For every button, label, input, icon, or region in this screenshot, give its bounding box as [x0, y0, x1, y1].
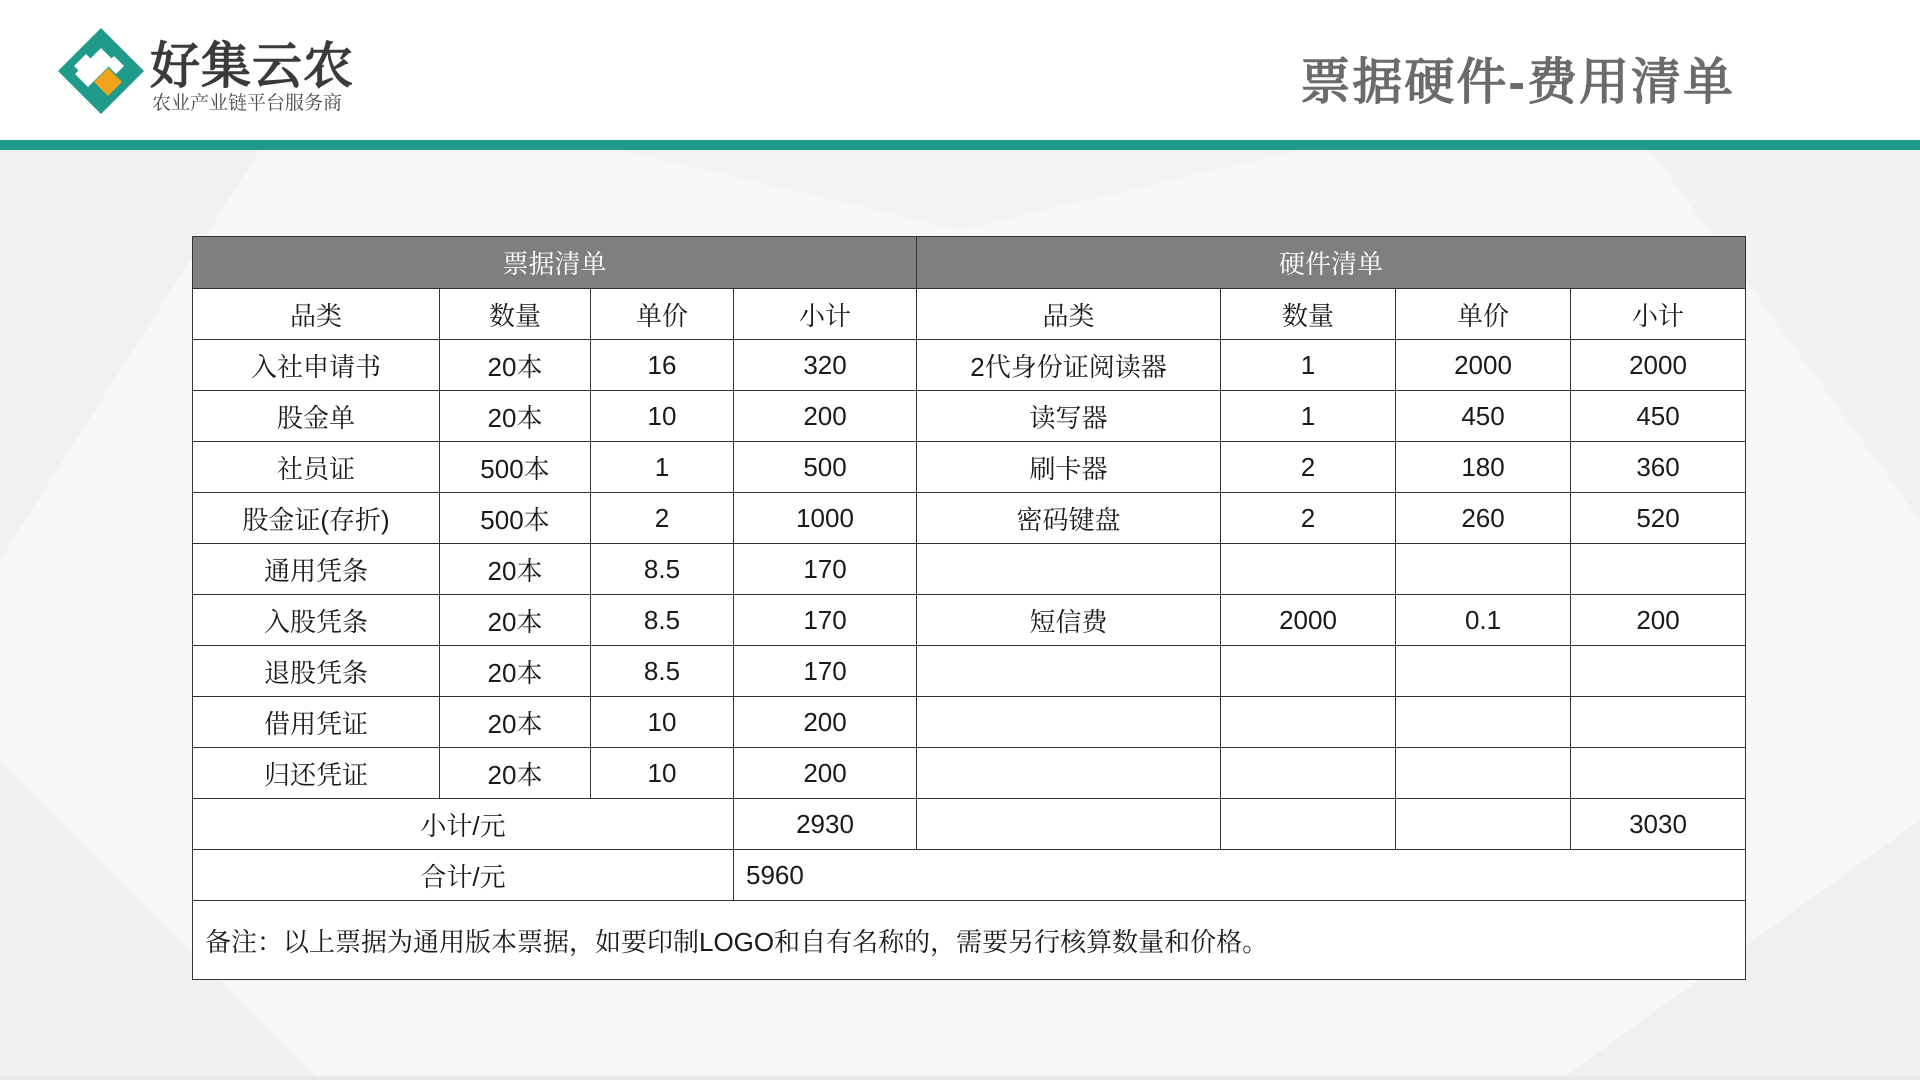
hardware-unit-price: 180 [1396, 442, 1571, 493]
ticket-category: 通用凭条 [193, 544, 440, 595]
table-row [193, 748, 1746, 799]
table-row [193, 595, 1746, 646]
hardware-quantity: 2 [1221, 442, 1396, 493]
ticket-subtotal: 170 [734, 595, 917, 646]
hardware-quantity [1221, 544, 1396, 595]
ticket-quantity: 20本 [440, 391, 591, 442]
subtotal-row [193, 799, 1746, 850]
hardware-quantity: 1 [1221, 340, 1396, 391]
hardware-unit-price [1396, 544, 1571, 595]
col-header-unit-price: 单价 [1396, 289, 1571, 340]
table-row [193, 391, 1746, 442]
hardware-category: 2代身份证阅读器 [917, 340, 1221, 391]
total-value: 5960 [734, 850, 1746, 901]
ticket-subtotal: 500 [734, 442, 917, 493]
ticket-subtotal: 170 [734, 646, 917, 697]
ticket-list-header: 票据清单 [193, 237, 917, 289]
hardware-quantity: 2 [1221, 493, 1396, 544]
hardware-unit-price [1396, 697, 1571, 748]
ticket-unit-price: 8.5 [591, 544, 734, 595]
ticket-unit-price: 8.5 [591, 646, 734, 697]
col-header-unit-price: 单价 [591, 289, 734, 340]
footer-line [0, 1076, 1920, 1080]
ticket-subtotal: 170 [734, 544, 917, 595]
ticket-quantity: 20本 [440, 544, 591, 595]
hardware-category: 短信费 [917, 595, 1221, 646]
total-row [193, 850, 1746, 901]
col-header-category: 品类 [917, 289, 1221, 340]
brand-tagline: 农业产业链平台服务商 [152, 93, 343, 114]
ticket-unit-price: 2 [591, 493, 734, 544]
hardware-subtotal: 520 [1571, 493, 1746, 544]
logo-icon [56, 26, 146, 116]
total-label: 合计/元 [193, 850, 734, 901]
hardware-subtotal [1571, 748, 1746, 799]
ticket-unit-price: 1 [591, 442, 734, 493]
hardware-category [917, 748, 1221, 799]
ticket-unit-price: 10 [591, 697, 734, 748]
ticket-category: 借用凭证 [193, 697, 440, 748]
page-title: 票据硬件-费用清单 [1300, 54, 1735, 110]
group-header-row [193, 237, 1746, 289]
col-header-quantity: 数量 [1221, 289, 1396, 340]
ticket-subtotal: 200 [734, 697, 917, 748]
ticket-category: 归还凭证 [193, 748, 440, 799]
hardware-category: 读写器 [917, 391, 1221, 442]
hardware-subtotal [1571, 544, 1746, 595]
hardware-quantity: 2000 [1221, 595, 1396, 646]
ticket-unit-price: 8.5 [591, 595, 734, 646]
hardware-unit-price: 260 [1396, 493, 1571, 544]
col-header-subtotal: 小计 [1571, 289, 1746, 340]
hardware-subtotal [1571, 697, 1746, 748]
ticket-quantity: 20本 [440, 595, 591, 646]
note-row [193, 901, 1746, 980]
hardware-category: 刷卡器 [917, 442, 1221, 493]
hardware-quantity [1221, 646, 1396, 697]
ticket-quantity: 20本 [440, 646, 591, 697]
hardware-category [917, 697, 1221, 748]
ticket-subtotal: 320 [734, 340, 917, 391]
ticket-quantity: 20本 [440, 340, 591, 391]
hardware-quantity [1221, 748, 1396, 799]
table-row [193, 697, 1746, 748]
col-header-quantity: 数量 [440, 289, 591, 340]
empty-cell [917, 799, 1221, 850]
header-accent-bar [0, 140, 1920, 150]
col-header-category: 品类 [193, 289, 440, 340]
hardware-unit-price [1396, 646, 1571, 697]
hardware-category [917, 646, 1221, 697]
brand-name: 好集云农 [150, 38, 354, 94]
hardware-unit-price: 2000 [1396, 340, 1571, 391]
hardware-subtotal-value: 3030 [1571, 799, 1746, 850]
ticket-subtotal-value: 2930 [734, 799, 917, 850]
hardware-subtotal: 200 [1571, 595, 1746, 646]
ticket-unit-price: 10 [591, 748, 734, 799]
empty-cell [1396, 799, 1571, 850]
ticket-category: 社员证 [193, 442, 440, 493]
hardware-category [917, 544, 1221, 595]
ticket-quantity: 20本 [440, 748, 591, 799]
hardware-subtotal: 360 [1571, 442, 1746, 493]
col-header-subtotal: 小计 [734, 289, 917, 340]
ticket-category: 退股凭条 [193, 646, 440, 697]
ticket-quantity: 20本 [440, 697, 591, 748]
table-row [193, 646, 1746, 697]
ticket-subtotal: 200 [734, 748, 917, 799]
hardware-subtotal: 2000 [1571, 340, 1746, 391]
cost-table [192, 236, 1746, 980]
hardware-unit-price [1396, 748, 1571, 799]
ticket-subtotal: 1000 [734, 493, 917, 544]
ticket-unit-price: 16 [591, 340, 734, 391]
ticket-quantity: 500本 [440, 493, 591, 544]
table-row [193, 544, 1746, 595]
ticket-category: 入社申请书 [193, 340, 440, 391]
hardware-subtotal: 450 [1571, 391, 1746, 442]
table-row [193, 340, 1746, 391]
hardware-list-header: 硬件清单 [917, 237, 1746, 289]
hardware-unit-price: 0.1 [1396, 595, 1571, 646]
ticket-subtotal: 200 [734, 391, 917, 442]
table-note: 备注：以上票据为通用版本票据，如要印制LOGO和自有名称的，需要另行核算数量和价格。 [193, 901, 1746, 980]
hardware-subtotal [1571, 646, 1746, 697]
column-header-row [193, 289, 1746, 340]
table-row [193, 442, 1746, 493]
hardware-unit-price: 450 [1396, 391, 1571, 442]
header [0, 0, 1920, 140]
ticket-category: 股金证(存折) [193, 493, 440, 544]
ticket-unit-price: 10 [591, 391, 734, 442]
ticket-category: 股金单 [193, 391, 440, 442]
subtotal-label: 小计/元 [193, 799, 734, 850]
empty-cell [1221, 799, 1396, 850]
ticket-quantity: 500本 [440, 442, 591, 493]
table-row [193, 493, 1746, 544]
ticket-category: 入股凭条 [193, 595, 440, 646]
hardware-quantity [1221, 697, 1396, 748]
hardware-quantity: 1 [1221, 391, 1396, 442]
hardware-category: 密码键盘 [917, 493, 1221, 544]
